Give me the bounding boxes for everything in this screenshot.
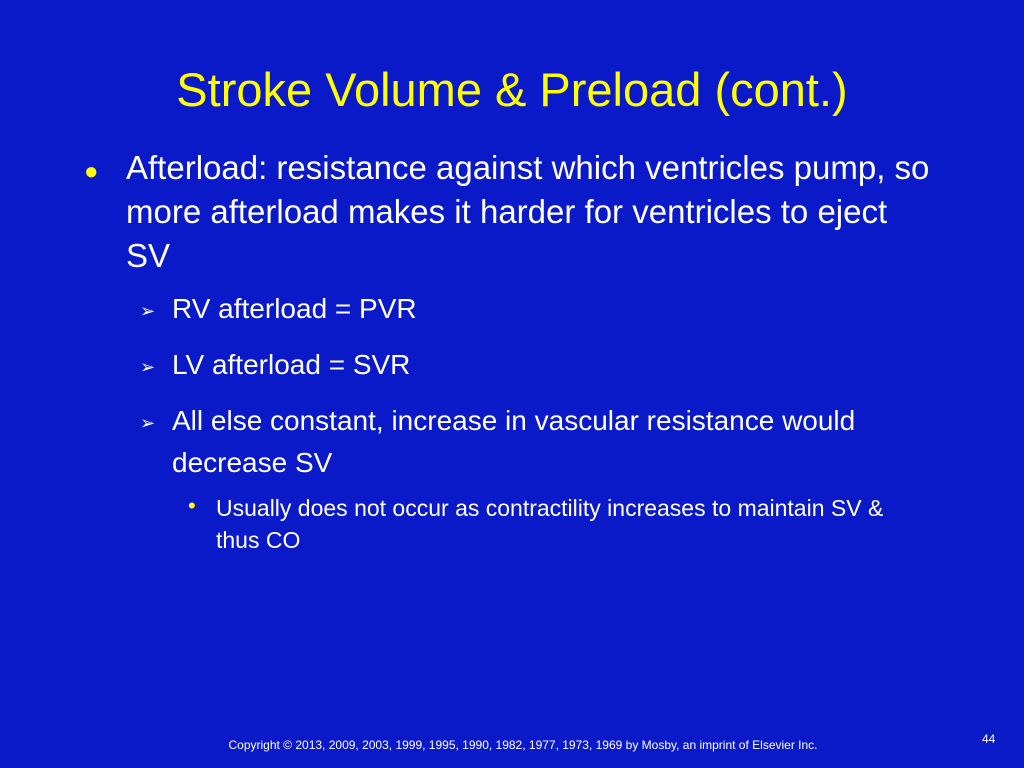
copyright-footer: Copyright © 2013, 2009, 2003, 1999, 1995, 1990, 1982, 1977, 1973, 1969 by Mosby, an imprint of Elsevier Inc. [228,738,818,752]
dot-bullet-icon: • [188,493,196,518]
bullet-level-2 [140,288,960,334]
slide-body [80,146,960,556]
bullet-level-2 [140,344,960,390]
arrow-bullet-icon: ➢ [140,413,156,433]
bullet-level-2 [140,400,960,484]
slide-title: Stroke Volume & Preload (cont.) [176,63,848,116]
bullet-text: All else constant, increase in vascular resistance would decrease SV [172,405,856,478]
bullet-text: Usually does not occur as contractility increases to maintain SV & thus CO [216,495,884,553]
arrow-bullet-icon: ➢ [140,301,156,321]
bullet-text: LV afterload = SVR [172,349,411,380]
bullet-text: RV afterload = PVR [172,293,417,324]
bullet-text: Afterload: resistance against which ventricles pump, so more afterload makes it harder for ventricles to eject SV [126,149,930,274]
bullet-level-3 [188,492,960,556]
round-bullet-icon: ● [84,158,99,185]
page-number: 44 [982,732,996,746]
arrow-bullet-icon: ➢ [140,357,156,377]
bullet-level-1 [80,146,960,278]
